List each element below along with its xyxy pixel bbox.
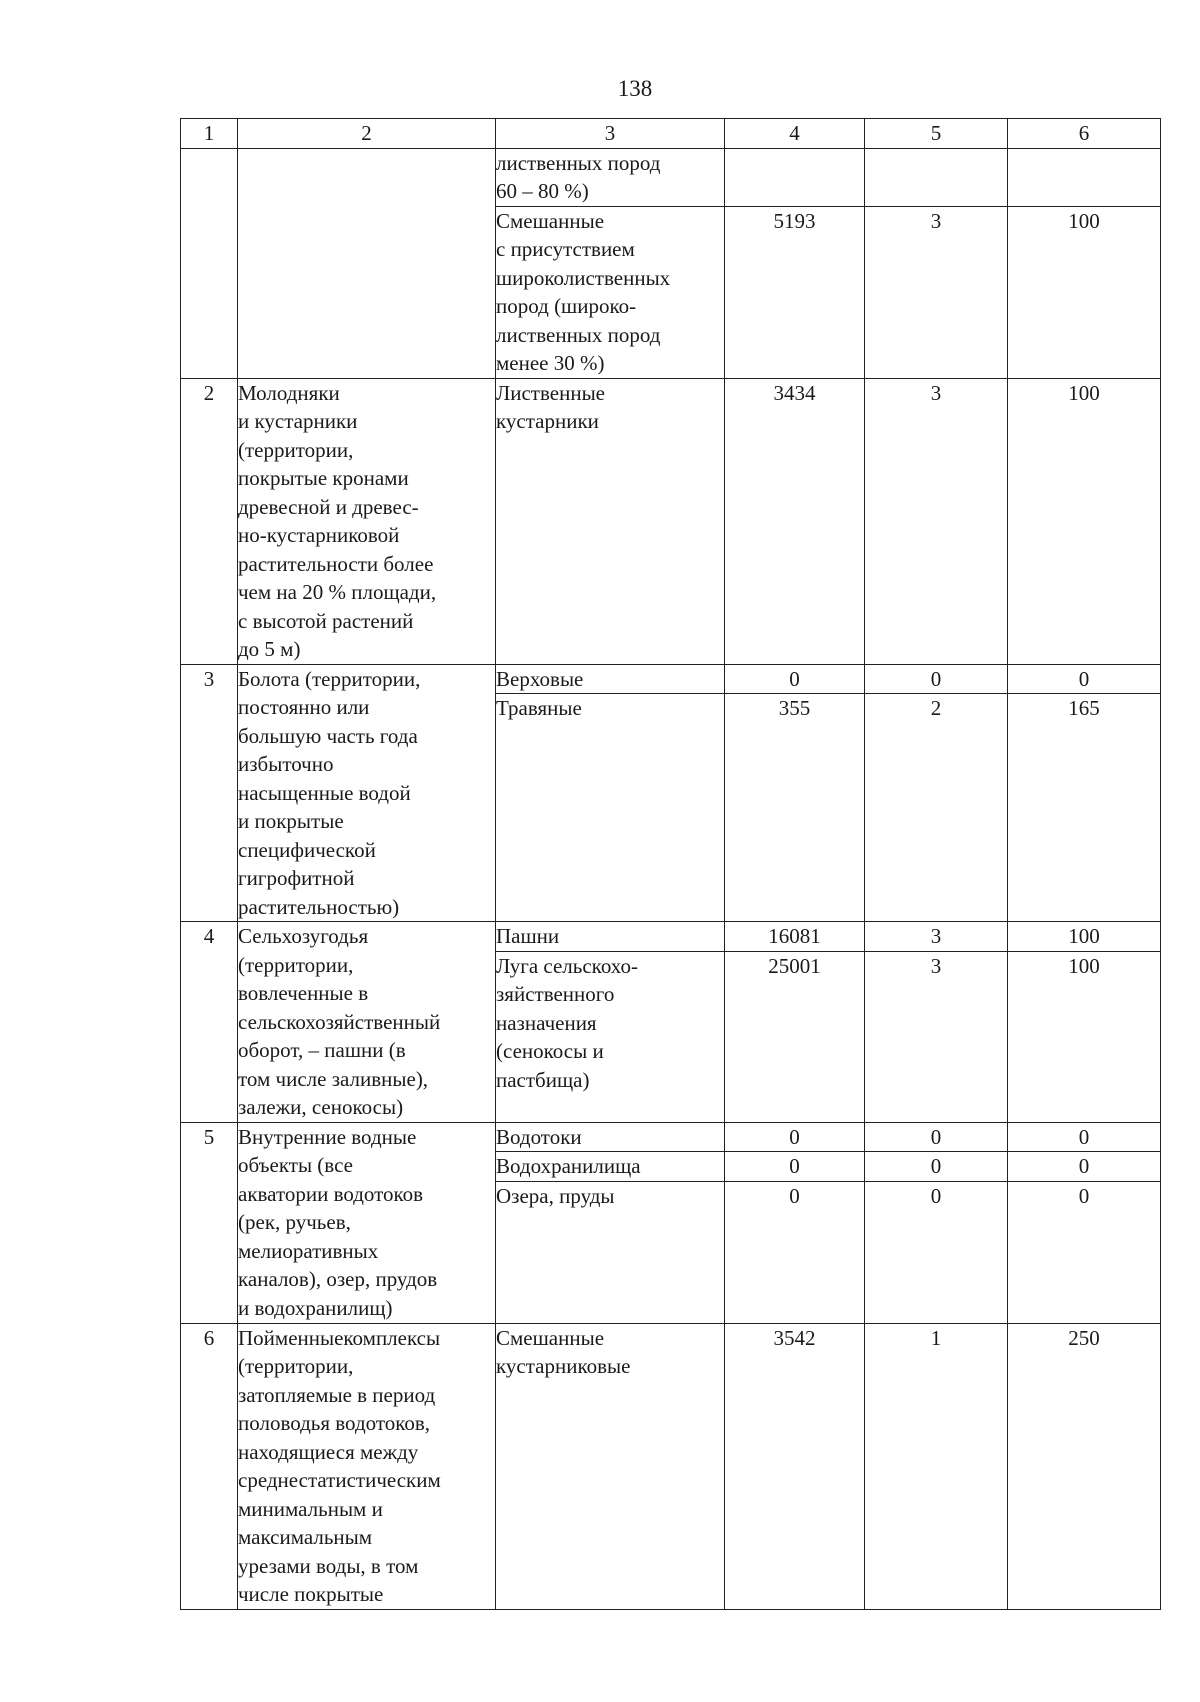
value-cell: 0: [865, 1181, 1008, 1323]
row-number-cell: 4: [181, 922, 238, 1123]
value-cell: 0: [865, 664, 1008, 694]
table-header-row: [181, 119, 1161, 149]
table-row: [181, 1323, 1161, 1609]
value-cell: 0: [1008, 1152, 1161, 1182]
value-cell: 5193: [725, 206, 865, 378]
subtype-cell: Лиственные кустарники: [496, 378, 725, 664]
value-cell: 0: [725, 1152, 865, 1182]
category-cell: Пойменныекомплексы (территории, затопляемые в период половодья водотоков, находящиеся между среднестатистическим минимальным и максимальным урезами воды, в том числе покрытые: [238, 1323, 496, 1609]
table-row: [181, 922, 1161, 952]
category-cell: Сельхозугодья (территории, вовлеченные в сельскохозяйственный оборот, – пашни (в том числе заливные), залежи, сенокосы): [238, 922, 496, 1123]
row-number-cell: 6: [181, 1323, 238, 1609]
value-cell: 3434: [725, 378, 865, 664]
header-cell: 4: [725, 119, 865, 149]
value-cell: 3: [865, 951, 1008, 1122]
table-row: [181, 664, 1161, 694]
row-number-cell: 5: [181, 1122, 238, 1323]
value-cell: 0: [725, 1181, 865, 1323]
header-cell: 6: [1008, 119, 1161, 149]
category-cell: Молодняки и кустарники (территории, покрытые кронами древесной и древес- но-кустарниковой растительности более чем на 20 % площади, с высотой растений до 5 м): [238, 378, 496, 664]
table-row: [181, 378, 1161, 664]
header-cell: 5: [865, 119, 1008, 149]
subtype-cell: лиственных пород 60 – 80 %): [496, 148, 725, 206]
value-cell: 100: [1008, 378, 1161, 664]
value-cell: 0: [1008, 664, 1161, 694]
header-cell: 1: [181, 119, 238, 149]
header-cell: 2: [238, 119, 496, 149]
value-cell: 100: [1008, 951, 1161, 1122]
page-number: 138: [617, 76, 653, 101]
subtype-cell: Пашни: [496, 922, 725, 952]
subtype-cell: Луга сельскохо- зяйственного назначения (сенокосы и пастбища): [496, 951, 725, 1122]
value-cell: 165: [1008, 694, 1161, 922]
table-row: [181, 148, 1161, 206]
category-cell: [238, 148, 496, 378]
value-cell: 100: [1008, 206, 1161, 378]
value-cell: 3: [865, 378, 1008, 664]
value-cell: 16081: [725, 922, 865, 952]
value-cell: 3: [865, 206, 1008, 378]
value-cell: [865, 148, 1008, 206]
subtype-cell: Озера, пруды: [496, 1181, 725, 1323]
row-number-cell: 2: [181, 378, 238, 664]
value-cell: 250: [1008, 1323, 1161, 1609]
value-cell: 3542: [725, 1323, 865, 1609]
value-cell: 3: [865, 922, 1008, 952]
value-cell: 0: [1008, 1122, 1161, 1152]
value-cell: 0: [865, 1122, 1008, 1152]
value-cell: 1: [865, 1323, 1008, 1609]
category-cell: Внутренние водные объекты (все акватории водотоков (рек, ручьев, мелиоративных каналов), озер, прудов и водохранилищ): [238, 1122, 496, 1323]
table-row: [181, 1122, 1161, 1152]
row-number-cell: [181, 148, 238, 378]
subtype-cell: Смешанные кустарниковые: [496, 1323, 725, 1609]
subtype-cell: Верховые: [496, 664, 725, 694]
value-cell: 25001: [725, 951, 865, 1122]
value-cell: [725, 148, 865, 206]
category-cell: Болота (территории, постоянно или большую часть года избыточно насыщенные водой и покрытые специфической гигрофитной растительностью): [238, 664, 496, 922]
subtype-cell: Водотоки: [496, 1122, 725, 1152]
value-cell: 0: [725, 1122, 865, 1152]
subtype-cell: Смешанные с присутствием широколиственных пород (широко- лиственных пород менее 30 %): [496, 206, 725, 378]
value-cell: 0: [865, 1152, 1008, 1182]
row-number-cell: 3: [181, 664, 238, 922]
subtype-cell: Травяные: [496, 694, 725, 922]
value-cell: 355: [725, 694, 865, 922]
value-cell: 2: [865, 694, 1008, 922]
value-cell: [1008, 148, 1161, 206]
value-cell: 0: [725, 664, 865, 694]
land-category-table: [180, 118, 1161, 1610]
subtype-cell: Водохранилища: [496, 1152, 725, 1182]
value-cell: 0: [1008, 1181, 1161, 1323]
header-cell: 3: [496, 119, 725, 149]
value-cell: 100: [1008, 922, 1161, 952]
